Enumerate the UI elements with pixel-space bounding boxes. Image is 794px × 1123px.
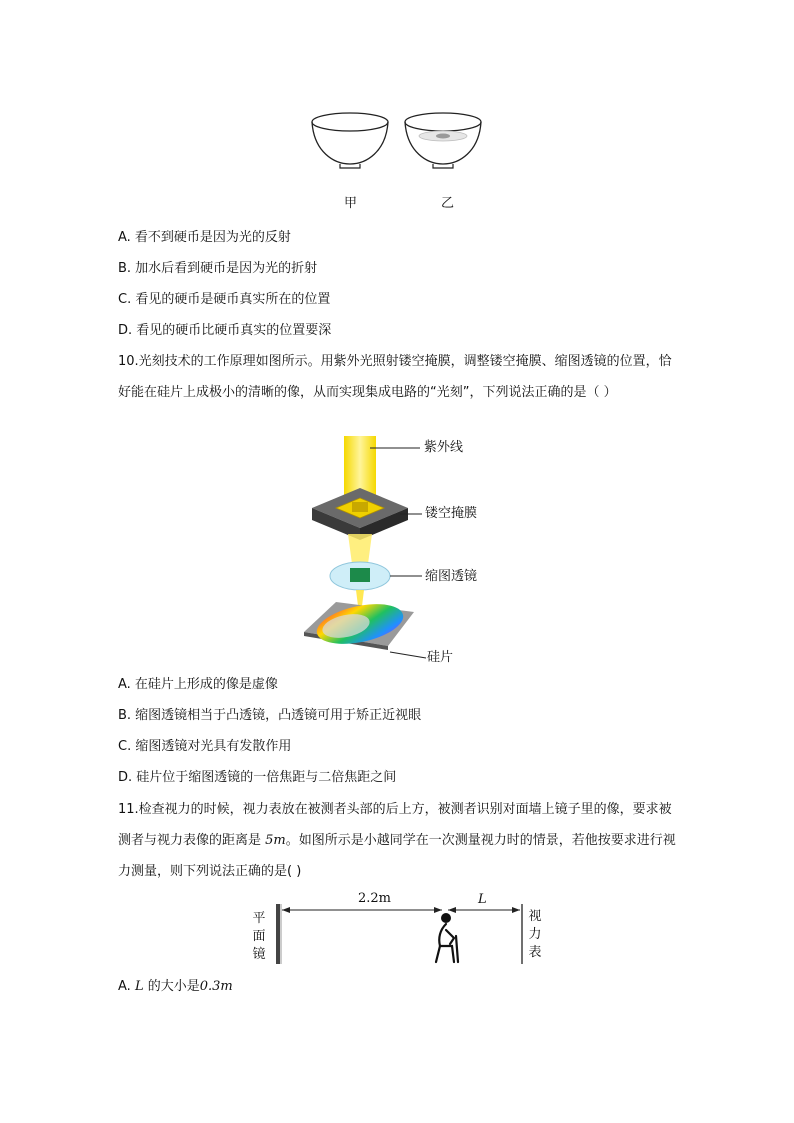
bowls-figure [300,108,500,172]
eye-test-figure [270,898,530,968]
mirror-label: 平 面 镜 [252,911,266,962]
q10-option-c: C. 缩图透镜对光具有发散作用 [118,739,292,754]
label-wafer: 硅片 [427,650,454,665]
q9-option-b: B. 加水后看到硬币是因为光的折射 [118,261,318,276]
bowl-label-yi: 乙 [441,196,455,211]
q10-option-a: A. 在硅片上形成的像是虚像 [118,677,278,692]
q10-option-d: D. 硅片位于缩图透镜的一倍焦距与二倍焦距之间 [118,770,397,785]
q9-option-a: A. 看不到硬币是因为光的反射 [118,230,291,245]
bowl-label-jia: 甲 [344,196,358,211]
person-icon [436,913,458,962]
q10-option-b: B. 缩图透镜相当于凸透镜，凸透镜可用于矫正近视眼 [118,708,422,723]
q11-stem-part2: 。如图所示是小越同学在一次测量视力时的情景，若他按要求进行视力测量，则下列说法正确的是( ) [118,833,676,879]
label-uv: 紫外线 [424,440,464,455]
q11-stem-value: 5m [265,833,286,848]
q11-option-a: A. L 的大小是0.3m [118,979,233,994]
label-lens: 缩图透镜 [425,569,478,584]
q11-stem-part1: 11.检查视力的时候，视力表放在被测者头部的后上方，被测者识别对面墙上镜子里的像，要求被测者与视力表像的距离是 [118,802,672,848]
q10-stem: 10.光刻技术的工作原理如图所示。用紫外光照射镂空掩膜，调整镂空掩膜、缩图透镜的位置，恰好能在硅片上成极小的清晰的像，从而实现集成电路的“光刻”，下列说法正确的是（ ） [118,354,672,400]
mirror [276,904,280,964]
coin [436,134,450,139]
distance-right-label: L [478,892,487,907]
q9-option-c: C. 看见的硬币是硬币真实所在的位置 [118,292,331,307]
q9-option-d: D. 看见的硬币比硬币真实的位置要深 [118,323,332,338]
figure-leader-lines [370,440,430,670]
water-bowl [405,113,481,168]
distance-left-label: 2.2m [358,891,392,906]
chart-label: 视 力 表 [528,909,542,960]
label-mask: 镂空掩膜 [425,506,478,521]
empty-bowl [312,113,388,168]
q11-stem [118,794,678,887]
